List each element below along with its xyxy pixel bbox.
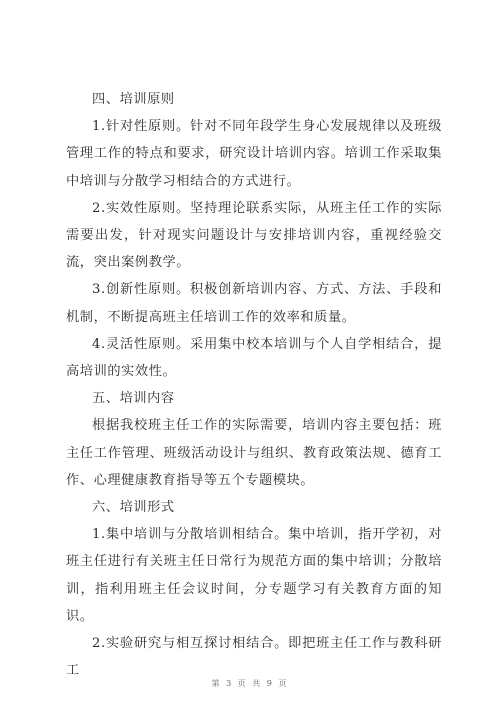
heading-training-content: 五、培训内容: [92, 391, 175, 407]
paragraph-principle-2: 2.实效性原则。坚持理论联系实际，从班主任工作的实际需要出发，针对现实问题设计与安排培训内容，重视经验交流，突出案例教学。: [66, 200, 442, 271]
heading-training-form: 六、培训形式: [92, 500, 175, 516]
paragraph-training-content: 根据我校班主任工作的实际需要，培训内容主要包括：班主任工作管理、班级活动设计与组织、教育政策法规、德育工作、心理健康教育指导等五个专题模块。: [66, 418, 442, 488]
heading-training-principles: 四、培训原则: [92, 92, 175, 107]
page-number-footer: 第 3 页 共 9 页: [211, 679, 289, 688]
page-content: [66, 86, 442, 684]
paragraph-form-2: 2.实验研究与相互探讨相结合。即把班主任工作与教科研工: [66, 636, 442, 679]
paragraph-form-1: 1.集中培训与分散培训相结合。集中培训，指开学初，对班主任进行有关班主任日常行为规范方面的集中培训；分散培训，指利用班主任会议时间，分专题学习有关教育方面的知识。: [66, 527, 442, 624]
paragraph-principle-1: 1.针对性原则。针对不同年段学生身心发展规律以及班级管理工作的特点和要求，研究设计培训内容。培训工作采取集中培训与分散学习相结合的方式进行。: [66, 119, 442, 189]
paragraph-principle-3: 3.创新性原则。积极创新培训内容、方式、方法、手段和机制，不断提高班主任培训工作的效率和质量。: [66, 282, 442, 325]
paragraph-principle-4: 4.灵活性原则。采用集中校本培训与个人自学相结合，提高培训的实效性。: [66, 336, 442, 380]
